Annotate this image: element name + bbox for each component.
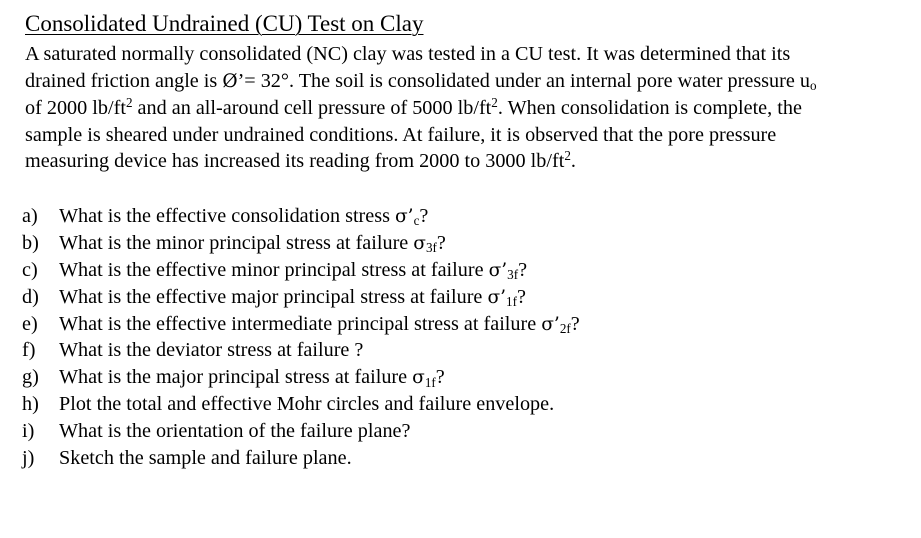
stress-subscript: 1f [424,374,436,390]
question-end: ? [516,285,526,308]
question-item [22,230,905,257]
question-body: What is the minor principal stress at failure [59,231,414,254]
question-text [59,284,526,311]
problem-line-3-a: of 2000 lb/ft [25,97,126,120]
question-letter: b) [22,231,39,254]
question-letter: c) [22,258,38,281]
question-text [59,337,363,364]
stress-subscript: c [413,213,420,229]
question-item [22,445,905,472]
question-item [22,284,905,311]
stress-subscript: 3f [425,240,437,256]
question-letter: j) [22,446,35,469]
question-item [22,364,905,391]
stress-symbol: σ’ [487,286,507,308]
problem-line-3 [25,95,905,122]
problem-line-2 [25,68,905,96]
stress-symbol: σ’ [541,313,560,335]
stress-subscript: 1f [506,293,517,309]
question-body: What is the orientation of the failure plane? [59,420,411,443]
problem-line-3-c: . When consolidation is complete, the [497,97,802,120]
problem-line-2-start: drained friction angle is [25,69,223,92]
problem-line-5-b: . [570,150,576,173]
question-item [22,203,905,230]
phi-symbol: Ø [222,70,238,92]
question-body: What is the deviator stress at failure ? [59,339,364,362]
question-body: What is the effective intermediate principal stress at failure [59,312,542,335]
question-end: ? [419,204,429,227]
question-letter: f) [22,339,36,362]
question-text [59,364,445,391]
question-text [59,311,580,338]
question-body: What is the effective minor principal stress at failure [59,258,489,281]
problem-statement [25,41,905,175]
question-text [59,230,446,257]
question-item [22,311,905,338]
problem-line-5-a: measuring device has increased its reading from 2000 to 3000 lb/ft [25,150,565,173]
problem-line-3-b: and an all-around cell pressure of 5000 lb/ft [132,97,492,120]
question-item [22,391,905,418]
problem-line-4: sample is sheared under undrained conditions. At failure, it is observed that the pore pressure [25,123,777,146]
stress-subscript: 3f [507,267,519,283]
question-letter: e) [22,312,38,335]
question-text [59,391,554,418]
question-text [59,257,527,284]
stress-symbol: σ [413,232,426,254]
question-text [59,445,352,472]
question-end: ? [436,231,446,254]
question-item [22,418,905,445]
question-text [59,203,428,230]
question-text [59,418,410,445]
question-letter: i) [22,420,35,443]
document-title: Consolidated Undrained (CU) Test on Clay [25,11,424,36]
stress-symbol: σ’ [488,259,508,281]
problem-line-5 [25,148,905,175]
stress-symbol: σ [412,367,425,389]
question-body: What is the effective consolidation stress [59,204,395,227]
stress-symbol: σ’ [395,205,414,227]
question-end: ? [435,366,445,389]
question-body: What is the major principal stress at failure [59,366,413,389]
question-list [22,203,905,472]
question-end: ? [518,258,528,281]
question-letter: h) [22,393,39,416]
stress-subscript: 2f [559,320,571,336]
question-letter: d) [22,285,39,308]
question-body: What is the effective major principal stress at failure [59,285,488,308]
question-end: ? [570,312,580,335]
question-body: Plot the total and effective Mohr circles and failure envelope. [59,393,555,416]
pore-pressure-subscript: o [809,77,817,93]
problem-line-2-mid: ’= 32°. The soil is consolidated under an internal pore water pressure u [237,69,810,92]
document [22,9,905,472]
problem-line-1: A saturated normally consolidated (NC) clay was tested in a CU test. It was determined that its [25,43,791,65]
unit-exponent: 2 [564,148,571,164]
question-letter: a) [22,204,38,227]
unit-exponent: 2 [125,94,133,110]
question-item [22,257,905,284]
question-item [22,337,905,364]
question-letter: g) [22,366,39,389]
question-body: Sketch the sample and failure plane. [59,446,352,469]
unit-exponent: 2 [491,94,498,110]
